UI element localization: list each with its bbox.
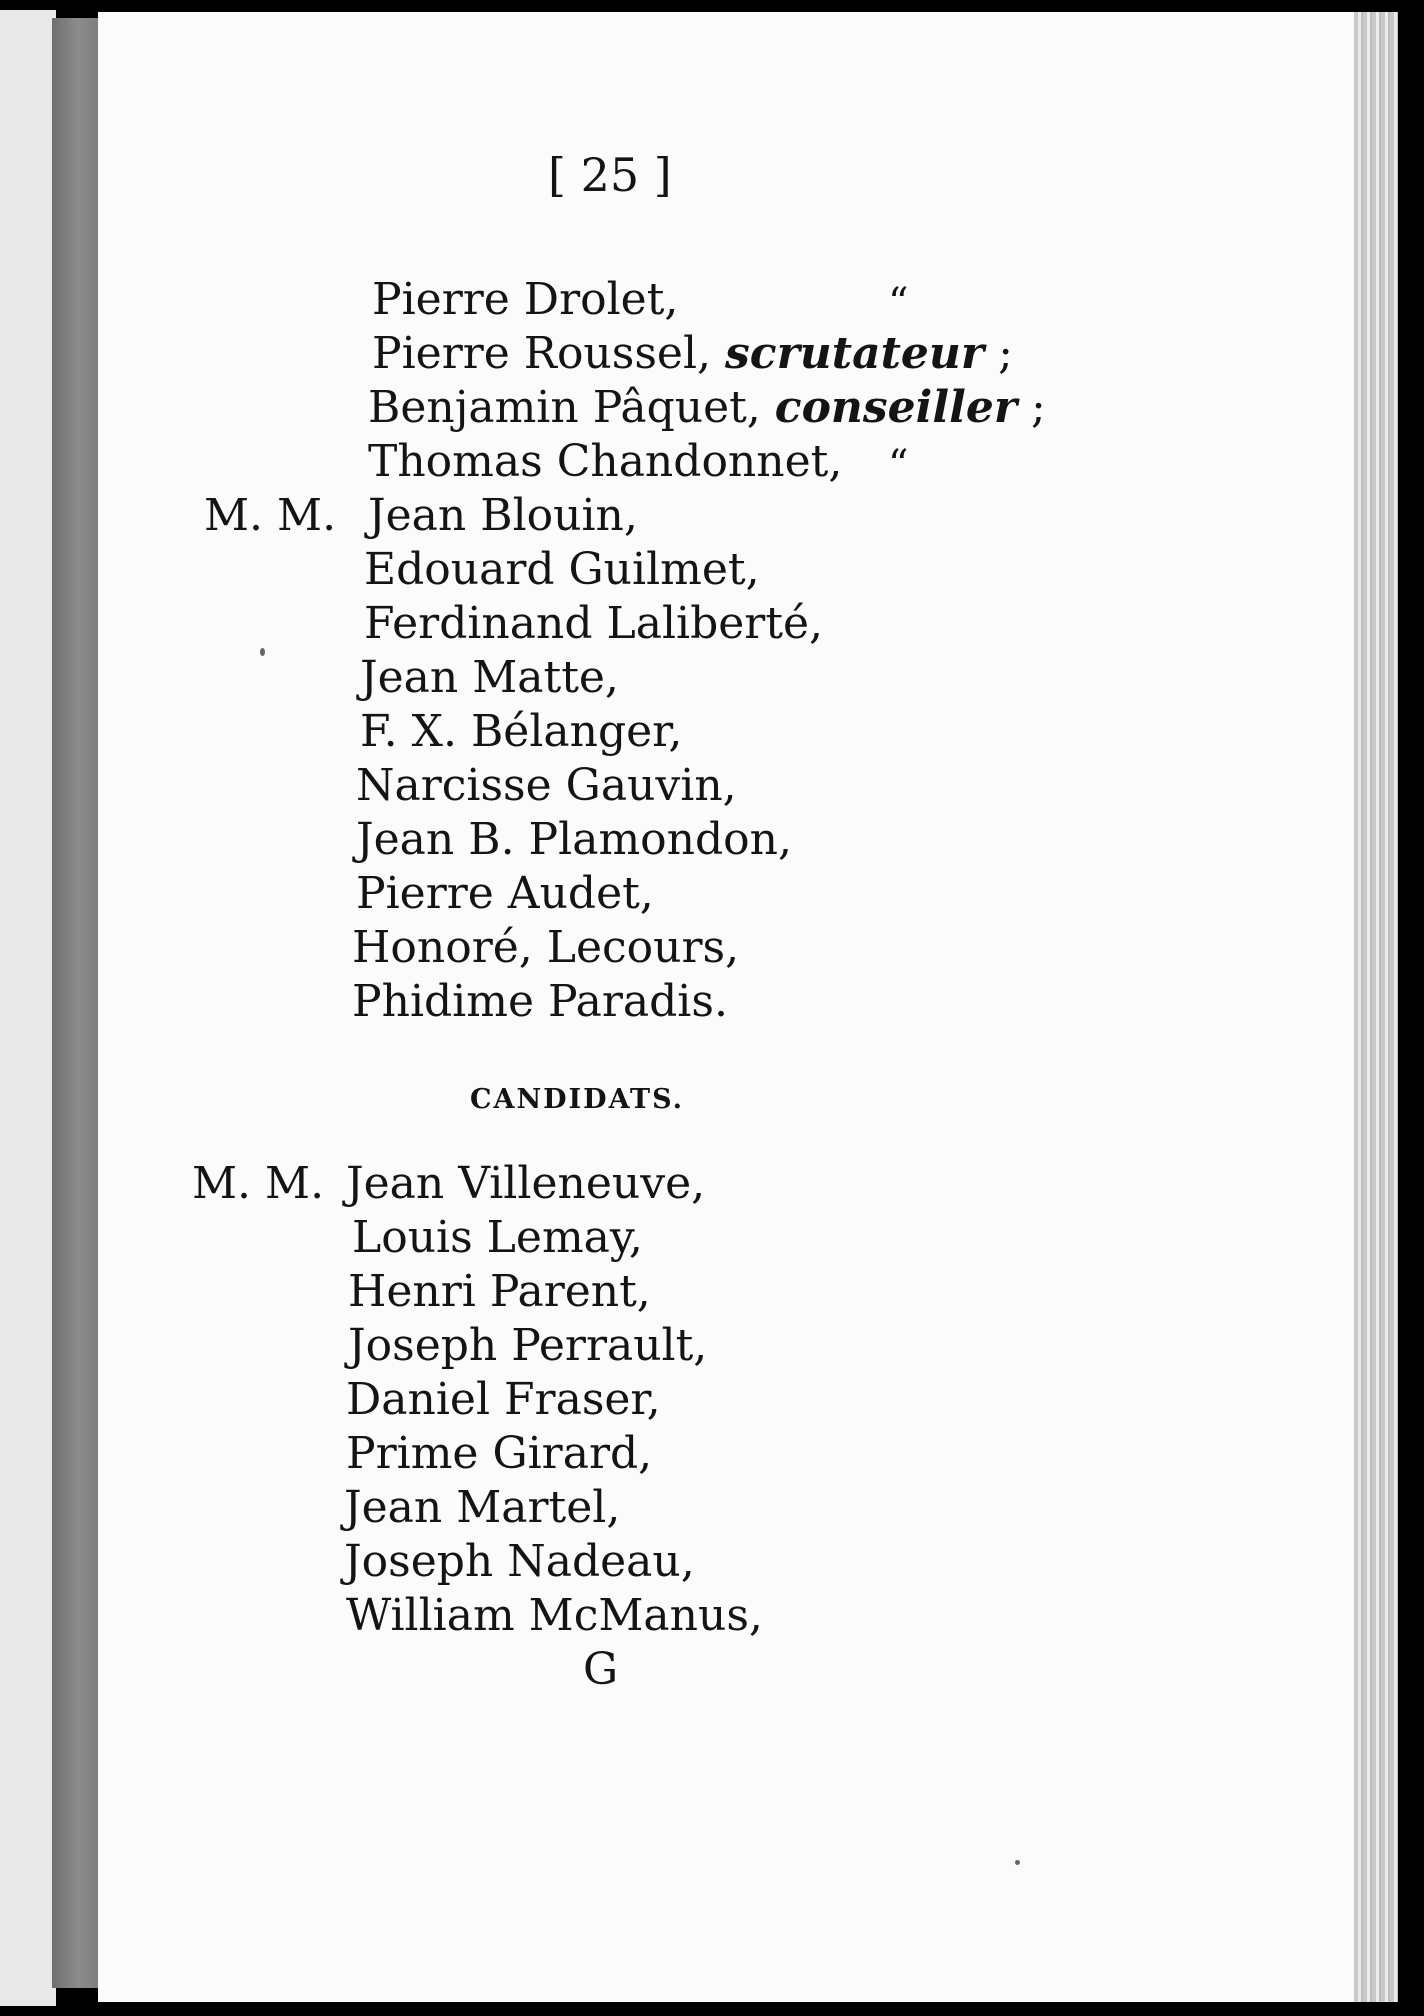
list-item: Henri Parent, [348, 1266, 651, 1317]
list-item: Louis Lemay, [352, 1212, 643, 1263]
mm-prefix: M. M. [192, 1158, 325, 1209]
list-item: Jean Matte, [360, 652, 619, 703]
list-item: William McManus, [346, 1590, 763, 1641]
list-item: Joseph Nadeau, [344, 1536, 695, 1587]
list-item: Joseph Perrault, [348, 1320, 708, 1371]
list-item: Jean Blouin, [368, 490, 638, 541]
mm-prefix: M. M. [204, 490, 337, 541]
list-item: Prime Girard, [346, 1428, 653, 1479]
list-item: Pierre Audet, [356, 868, 654, 919]
dust-speck [1015, 1860, 1020, 1865]
list-item: Honoré, Lecours, [352, 922, 740, 973]
list-item: Edouard Guilmet, [364, 544, 760, 595]
signature-mark: G [583, 1644, 619, 1695]
list-item: Narcisse Gauvin, [356, 760, 737, 811]
list-item: Jean B. Plamondon, [356, 814, 792, 865]
candidate-list: Pierre Drolet, “ Pierre Roussel, scrutateur ; Benjamin Pâquet, conseiller ; Thomas Chandonnet, “ M. M. Jean Blouin, Edouard Guilmet, Ferdinand Laliberté, Jean Matte, F. X. Bélanger, Narcisse Gauvin, Jean B. Plamondon, Pierre Audet, Honoré, Lecours, Phidime Paradis. CANDIDATS. M. M. Jean Villeneuve, Louis Lemay, Henri Parent, Joseph Perrault, Daniel Fraser, Prime Girard, Jean Martel, Joseph Nadeau, William McManus, G [192, 274, 1046, 1695]
page-number: [ 25 ] [548, 148, 672, 202]
section-heading: CANDIDATS. [470, 1084, 685, 1115]
dust-speck [260, 648, 265, 656]
list-item: Ferdinand Laliberté, [364, 598, 824, 649]
list-item: Daniel Fraser, [346, 1374, 661, 1425]
list-item: Phidime Paradis. [352, 976, 728, 1027]
list-item: Jean Martel, [344, 1482, 621, 1533]
list-item: Jean Villeneuve, [346, 1158, 706, 1209]
list-item: F. X. Bélanger, [360, 706, 683, 757]
